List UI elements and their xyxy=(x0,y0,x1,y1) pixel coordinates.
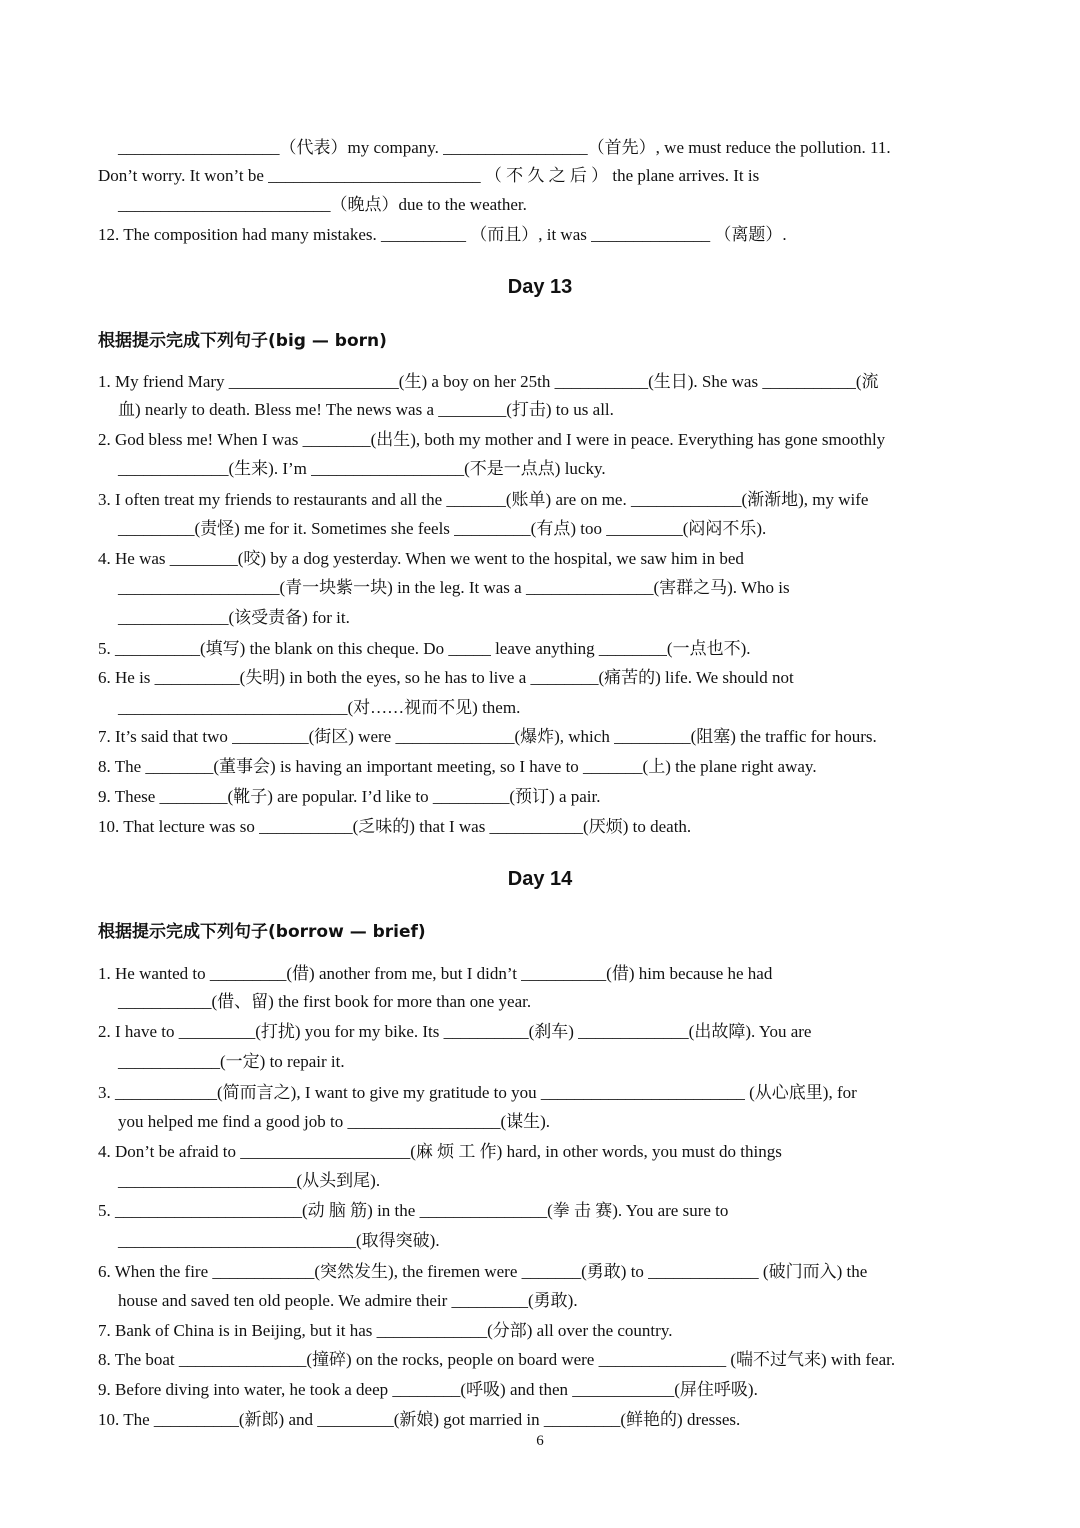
exercise-line: 血) nearly to death. Bless me! The news was a ________(打击) to us all. xyxy=(118,400,614,419)
exercise-line: 9. These ________(靴子) are popular. I’d like to _________(预订) a pair. xyxy=(98,787,601,806)
exercise-line: 3. ____________(简而言之), I want to give my gratitude to you ________________________ (从心底里), for xyxy=(98,1083,857,1102)
exercise-line: 8. The boat _______________(撞碎) on the rocks, people on board were _______________ (喘不过气来) with fear. xyxy=(98,1350,896,1369)
exercise-line: 2. God bless me! When I was ________(出生), both my mother and I were in peace. Everything has gone smoothly xyxy=(98,430,886,449)
exercise-line: 5. ______________________(动 脑 筋) in the _______________(拳 击 赛). You are sure to xyxy=(98,1201,729,1220)
exercise-line: 9. Before diving into water, he took a deep ________(呼吸) and then ____________(屏住呼吸). xyxy=(98,1380,758,1399)
text-line: ___________________（代表）my company. _________________（首先）, we must reduce the pollution. 11. xyxy=(118,138,891,157)
exercise-line: 10. That lecture was so ___________(乏味的) that I was ___________(厌烦) to death. xyxy=(98,817,692,836)
exercise-line: 6. When the fire ____________(突然发生), the firemen were _______(勇敢) to _____________ (破门而入) the xyxy=(98,1262,868,1281)
exercise-line: ___________________(青一块紫一块) in the leg. It was a _______________(害群之马). Who is xyxy=(118,578,790,597)
exercise-line: ____________________________(取得突破). xyxy=(118,1231,440,1250)
exercise-line: 4. He was ________(咬) by a dog yesterday. When we went to the hospital, we saw him in bed xyxy=(98,549,744,568)
exercise-line: ___________________________(对……视而不见) them. xyxy=(118,698,521,717)
exercise-line: 6. He is __________(失明) in both the eyes, so he has to live a ________(痛苦的) life. We should not xyxy=(98,668,794,687)
section-instruction: 根据提示完成下列句子(borrow — brief) xyxy=(98,922,426,942)
exercise-line: 4. Don’t be afraid to ____________________(麻 烦 工 作) hard, in other words, you must do things xyxy=(98,1142,782,1161)
exercise-line: 1. He wanted to _________(借) another from me, but I didn’t __________(借) him because he had xyxy=(98,964,773,983)
exercise-line: house and saved ten old people. We admire their _________(勇敢). xyxy=(118,1291,578,1310)
exercise-line: you helped me find a good job to __________________(谋生). xyxy=(118,1112,551,1131)
exercise-line: _____________(生来). I’m __________________(不是一点点) lucky. xyxy=(118,459,606,478)
exercise-line: _________(责怪) me for it. Sometimes she feels _________(有点) too _________(闷闷不乐). xyxy=(118,519,767,538)
section-heading-day14: Day 14 xyxy=(507,868,573,890)
exercise-line: _____________________(从头到尾). xyxy=(118,1171,381,1190)
exercise-line: ____________(一定) to repair it. xyxy=(118,1052,345,1071)
section-instruction: 根据提示完成下列句子(big — born) xyxy=(98,331,387,351)
exercise-line: 1. My friend Mary ____________________(生) a boy on her 25th ___________(生日). She was ___________(流 xyxy=(98,372,879,391)
text-line: _________________________（晚点）due to the weather. xyxy=(118,195,527,214)
section-heading-day13: Day 13 xyxy=(507,276,573,298)
exercise-line: 10. The __________(新郎) and _________(新娘) got married in _________(鲜艳的) dresses. xyxy=(98,1410,741,1429)
exercise-line: 8. The ________(董事会) is having an important meeting, so I have to _______(上) the plane right away. xyxy=(98,757,817,776)
exercise-line: 5. __________(填写) the blank on this cheque. Do _____ leave anything ________(一点也不). xyxy=(98,639,751,658)
exercise-line: _____________(该受责备) for it. xyxy=(118,608,350,627)
text-line: 12. The composition had many mistakes. __________ （而且）, it was ______________ （离题）. xyxy=(98,225,787,244)
exercise-line: 2. I have to _________(打扰) you for my bike. Its __________(刹车) _____________(出故障). You are xyxy=(98,1022,812,1041)
text-line: Don’t worry. It won’t be _________________________ （ 不 久 之 后 ） the plane arrives. It is xyxy=(98,166,760,185)
exercise-line: 7. It’s said that two _________(街区) were ______________(爆炸), which _________(阻塞) the traffic for hours. xyxy=(98,727,877,746)
exercise-line: ___________(借、留) the first book for more than one year. xyxy=(118,992,532,1011)
exercise-line: 3. I often treat my friends to restaurants and all the _______(账单) are on me. _____________(渐渐地), my wife xyxy=(98,490,869,509)
page-number: 6 xyxy=(536,1433,544,1449)
exercise-line: 7. Bank of China is in Beijing, but it has _____________(分部) all over the country. xyxy=(98,1321,673,1340)
